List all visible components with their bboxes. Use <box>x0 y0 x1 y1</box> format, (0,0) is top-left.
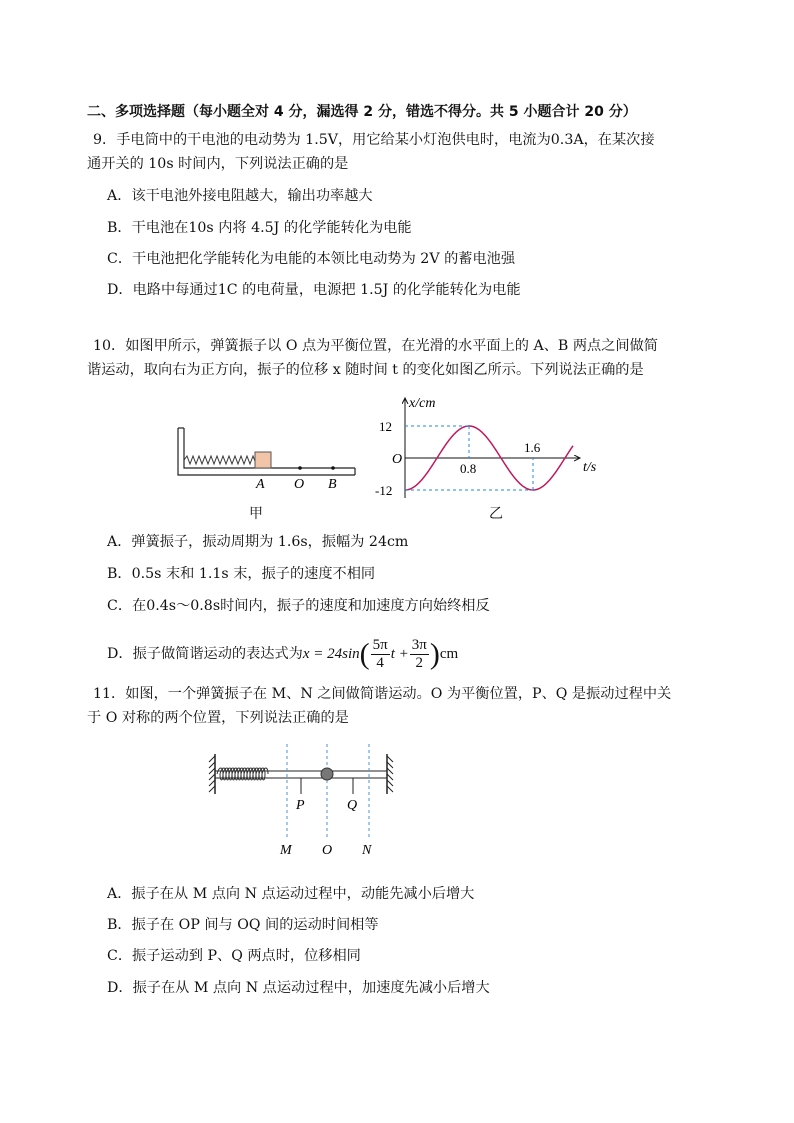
q9-option-d[interactable]: D．电路中每通过1C 的电荷量，电源把 1.5J 的化学能转化为电能 <box>107 282 521 298</box>
oscillator-block <box>255 452 271 468</box>
q10-option-d-prefix: D．振子做简谐运动的表达式为 <box>107 645 303 662</box>
formula-frac2-den: 2 <box>415 655 424 671</box>
q11-stem-line1: 11．如图，一个弹簧振子在 M、N 之间做简谐运动。O 为平衡位置，P、Q 是振动过程中关 <box>93 686 672 702</box>
q10-option-b[interactable]: B．0.5s 末和 1.1s 末，振子的速度不相同 <box>107 566 376 582</box>
x-tick-label-1-6: 1.6 <box>524 440 541 455</box>
q9-option-a[interactable]: A．该干电池外接电阻越大，输出功率越大 <box>107 188 373 204</box>
q10-stem-line2: 谐运动，取向右为正方向，振子的位移 x 随时间 t 的变化如图乙所示。下列说法正确的是 <box>87 362 644 378</box>
y-tick-label-12: 12 <box>379 419 392 434</box>
caption-yi: 乙 <box>489 506 503 522</box>
formula-var: t + <box>390 645 409 662</box>
label-m: M <box>280 843 292 858</box>
q11-option-b[interactable]: B．振子在 OP 间与 OQ 间的运动时间相等 <box>107 917 379 933</box>
label-b: B <box>328 477 337 492</box>
right-wall <box>387 754 393 794</box>
left-wall <box>209 754 215 794</box>
section-title: 二、多项选择题（每小题全对 4 分，漏选得 2 分，错选不得分。共 5 小题合计 20 分） <box>87 104 637 120</box>
figure-jia <box>170 420 360 495</box>
formula-frac1-num: 5π <box>372 637 388 653</box>
q9-option-b[interactable]: B．干电池在10s 内将 4.5J 的化学能转化为电能 <box>107 220 412 236</box>
formula-lhs: x = 24sin <box>302 645 360 662</box>
q10-option-c[interactable]: C．在0.4s～0.8s时间内，振子的速度和加速度方向始终相反 <box>107 598 490 614</box>
q9-option-c[interactable]: C．干电池把化学能转化为电能的本领比电动势为 2V 的蓄电池强 <box>107 251 516 267</box>
formula-frac2-num: 3π <box>411 637 427 653</box>
y-axis-label: x/cm <box>409 396 436 411</box>
q10-stem-line1: 10．如图甲所示，弹簧振子以 O 点为平衡位置，在光滑的水平面上的 A、B 两点之间做简 <box>93 338 658 354</box>
figure-yi-chart <box>375 393 605 508</box>
q11-option-d[interactable]: D．振子在从 M 点向 N 点运动过程中，加速度先减小后增大 <box>107 980 490 996</box>
label-o: O <box>294 477 305 492</box>
figure-q11 <box>205 742 405 862</box>
x-axis-label: t/s <box>583 460 597 475</box>
q11-stem-line2: 于 O 对称的两个位置，下列说法正确的是 <box>87 710 349 726</box>
oscillator-ball <box>321 768 333 780</box>
y-tick-label-minus-12: -12 <box>375 483 393 498</box>
point-b <box>331 466 335 470</box>
caption-jia: 甲 <box>249 506 263 522</box>
spring <box>184 456 264 464</box>
q10-formula: x = 24sin( $\frac{5\pi}{4}$ t + $\frac{3\pi}{2}$ )cm <box>302 637 459 671</box>
origin-label: O <box>392 452 403 467</box>
q10-option-d[interactable] <box>107 637 458 672</box>
q9-stem-line2: 通开关的 10s 时间内，下列说法正确的是 <box>87 156 349 172</box>
point-o <box>298 466 302 470</box>
label-a: A <box>256 477 265 492</box>
label-p: P <box>296 798 305 813</box>
q10-option-a[interactable]: A．弹簧振子，振动周期为 1.6s，振幅为 24cm <box>107 534 409 550</box>
x-tick-label-0-8: 0.8 <box>460 461 477 476</box>
label-o2: O <box>322 843 333 858</box>
label-n: N <box>362 843 372 858</box>
q11-option-c[interactable]: C．振子运动到 P、Q 两点时，位移相同 <box>107 948 361 964</box>
formula-unit: cm <box>439 645 459 662</box>
label-q: Q <box>347 798 358 813</box>
q11-option-a[interactable]: A．振子在从 M 点向 N 点运动过程中，动能先减小后增大 <box>107 886 475 902</box>
formula-frac1-den: 4 <box>376 655 384 671</box>
q9-stem-line1: 9．手电筒中的干电池的电动势为 1.5V，用它给某小灯泡供电时，电流为0.3A，在某次接 <box>93 132 655 148</box>
